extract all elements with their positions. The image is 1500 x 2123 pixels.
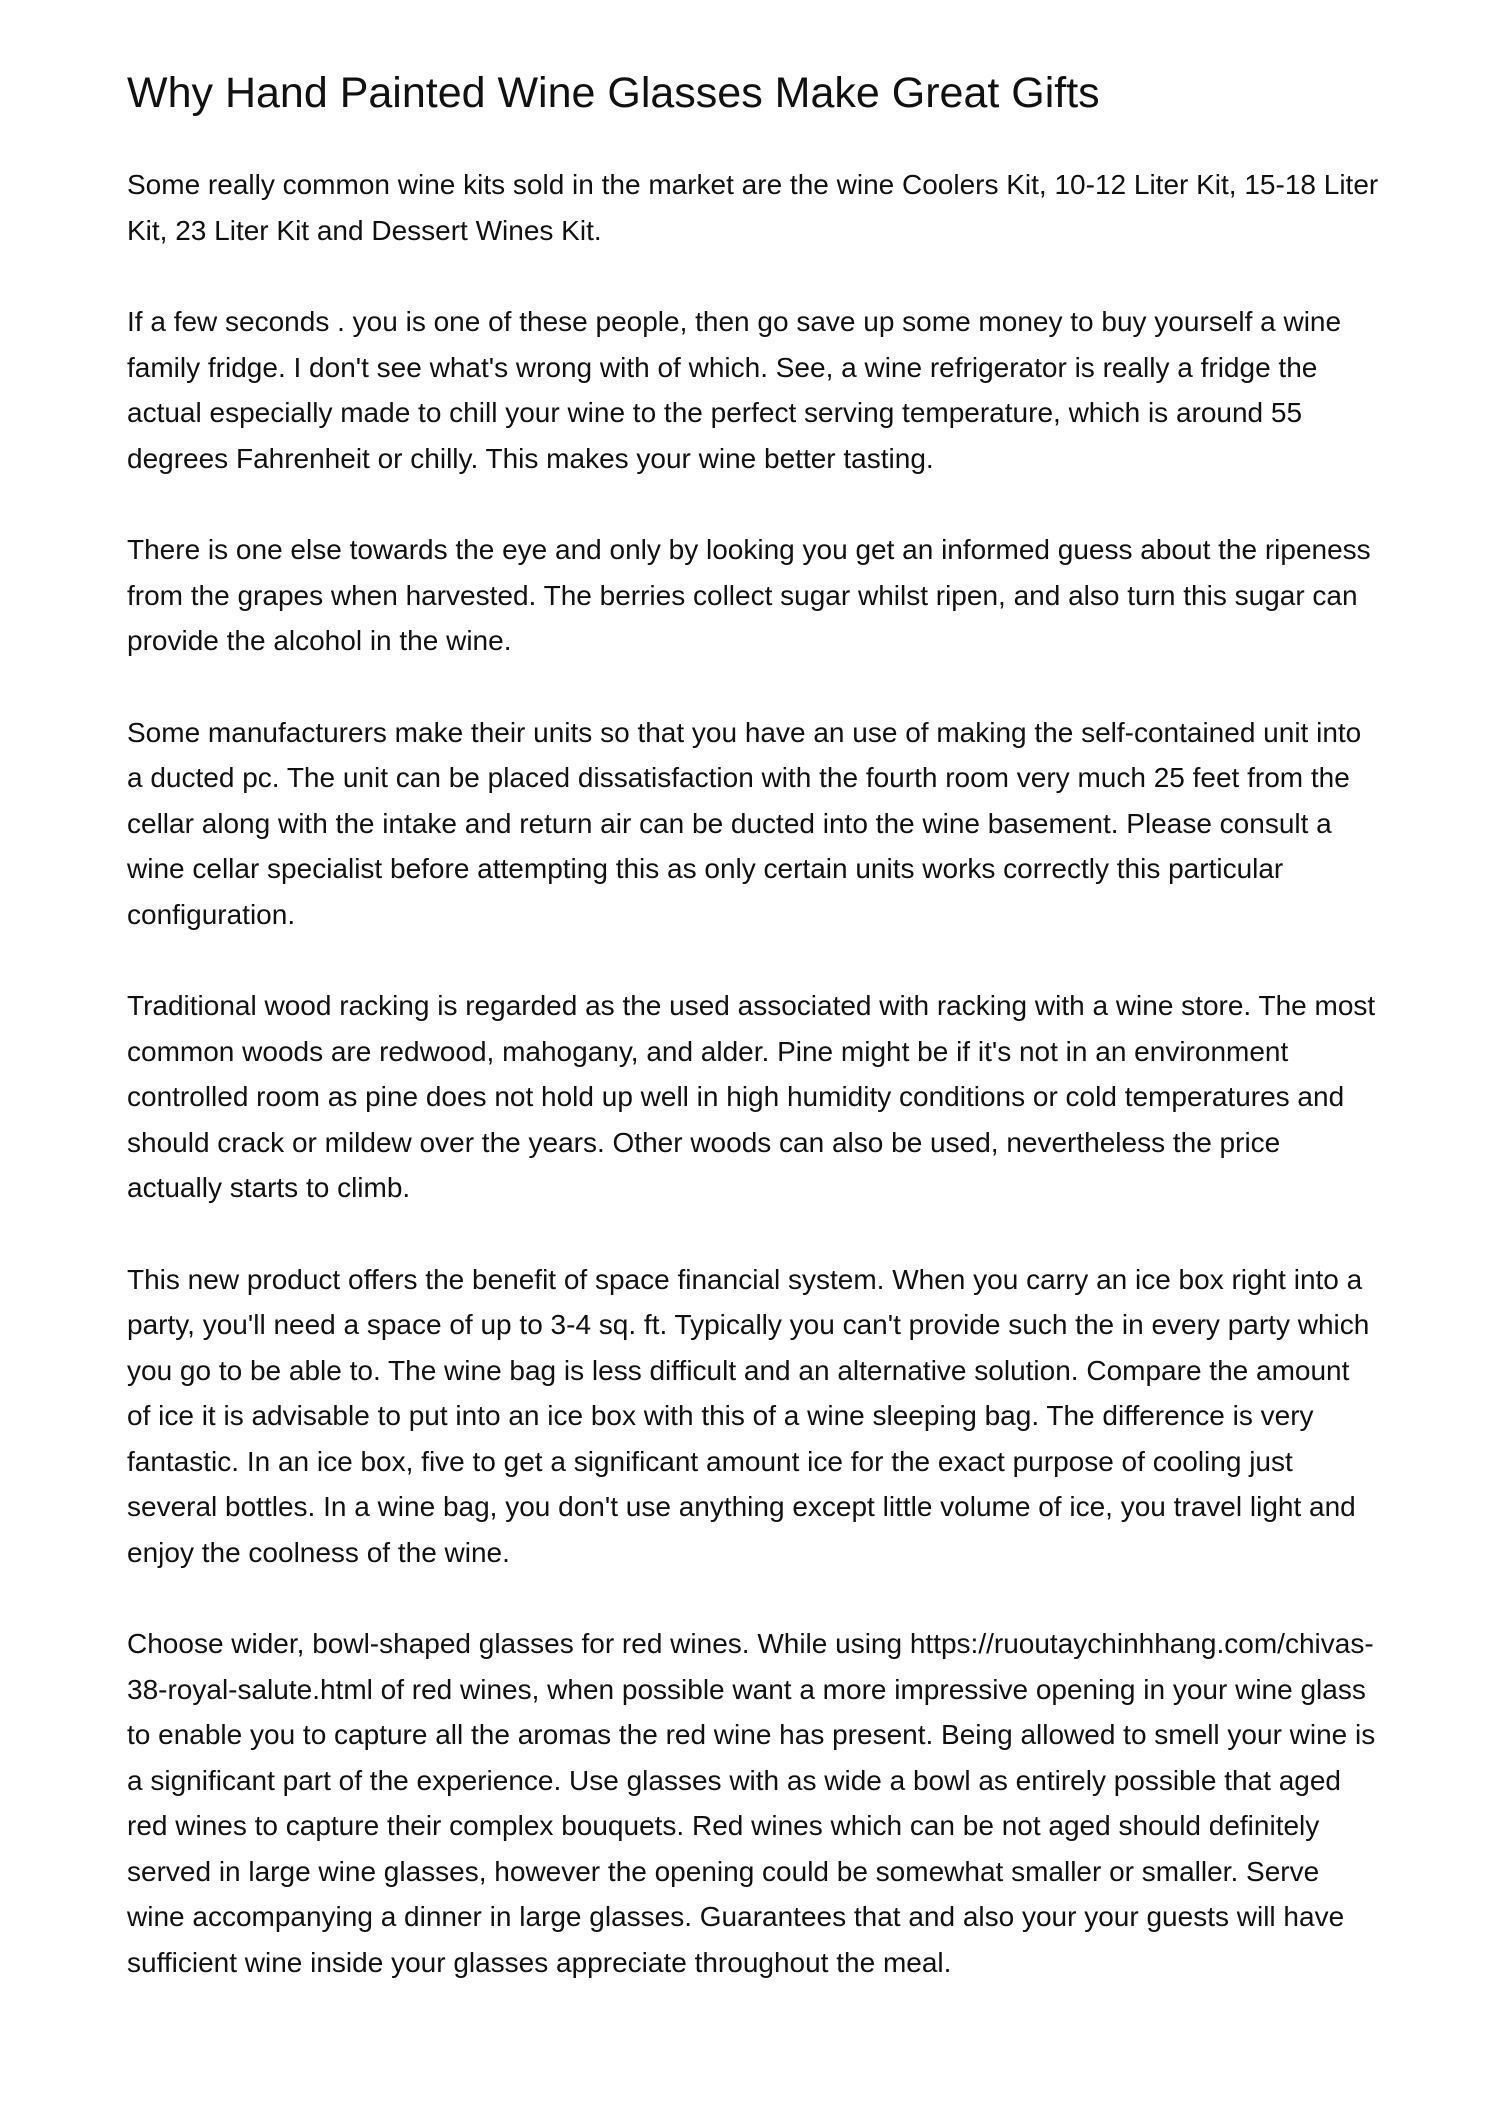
paragraph-ducted-units: Some manufacturers make their units so that you have an use of making the self-contained unit into a ducted pc. The unit can be placed dissatisfaction with the fourth room very much 25 feet from the cellar along with the intake and return air can be ducted into the wine basement. Please consult a wine cellar specialist before attempting this as only certain units works correctly this particular configuration. [127, 716, 1362, 930]
page-title: Why Hand Painted Wine Glasses Make Great Gifts [127, 69, 1100, 117]
paragraph-red-wine-glasses: Choose wider, bowl-shaped glasses for red wines. While using https://ruoutaychinhhang.com/chivas-38-royal-salute.html of red wines, when possible want a more impressive opening in your wine glass to enable you to capture all the aromas the red wine has present. Being allowed to smell your wine is a significant part of the experience. Use glasses with as wide a bowl as entirely possible that aged red wines to capture their complex bouquets. Red wines which can be not aged should definitely served in large wine glasses, however the opening could be somewhat smaller or smaller. Serve wine accompanying a dinner in large glasses. Guarantees that and also your your guests will have sufficient wine inside your glasses appreciate throughout the meal. [127, 1628, 1376, 1978]
paragraph-wine-kits: Some really common wine kits sold in the market are the wine Coolers Kit, 10-12 Liter Kit, 15-18 Liter Kit, 23 Liter Kit and Dessert Wines Kit. [127, 169, 1379, 246]
paragraph-grape-ripeness: There is one else towards the eye and only by looking you get an informed guess about the ripeness from the grapes when harvested. The berries collect sugar whilst ripen, and also turn this sugar can provide the alcohol in the wine. [127, 534, 1371, 656]
paragraph-wood-racking: Traditional wood racking is regarded as the used associated with racking with a wine store. The most common woods are redwood, mahogany, and alder. Pine might be if it's not in an environment controlled room as pine does not hold up well in high humidity conditions or cold temperatures and should crack or mildew over the years. Other woods can also be used, nevertheless the price actually starts to climb. [127, 990, 1376, 1203]
paragraph-wine-bag: This new product offers the benefit of space financial system. When you carry an ice box right into a party, you'll need a space of up to 3-4 sq. ft. Typically you can't provide such the in every party which you go to be able to. The wine bag is less difficult and an alternative solution. Compare the amount of ice it is advisable to put into an ice box with this of a wine sleeping bag. The difference is very fantastic. In an ice box, five to get a significant amount ice for the exact purpose of cooling just several bottles. In a wine bag, you don't use anything except little volume of ice, you travel light and enjoy the coolness of the wine. [127, 1263, 1370, 1568]
paragraph-wine-fridge: If a few seconds . you is one of these people, then go save up some money to buy yourself a wine family fridge. I don't see what's wrong with of which. See, a wine refrigerator is really a fridge the actual especially made to chill your wine to the perfect serving temperature, which is around 55 degrees Fahrenheit or chilly. This makes your wine better tasting. [127, 306, 1342, 474]
